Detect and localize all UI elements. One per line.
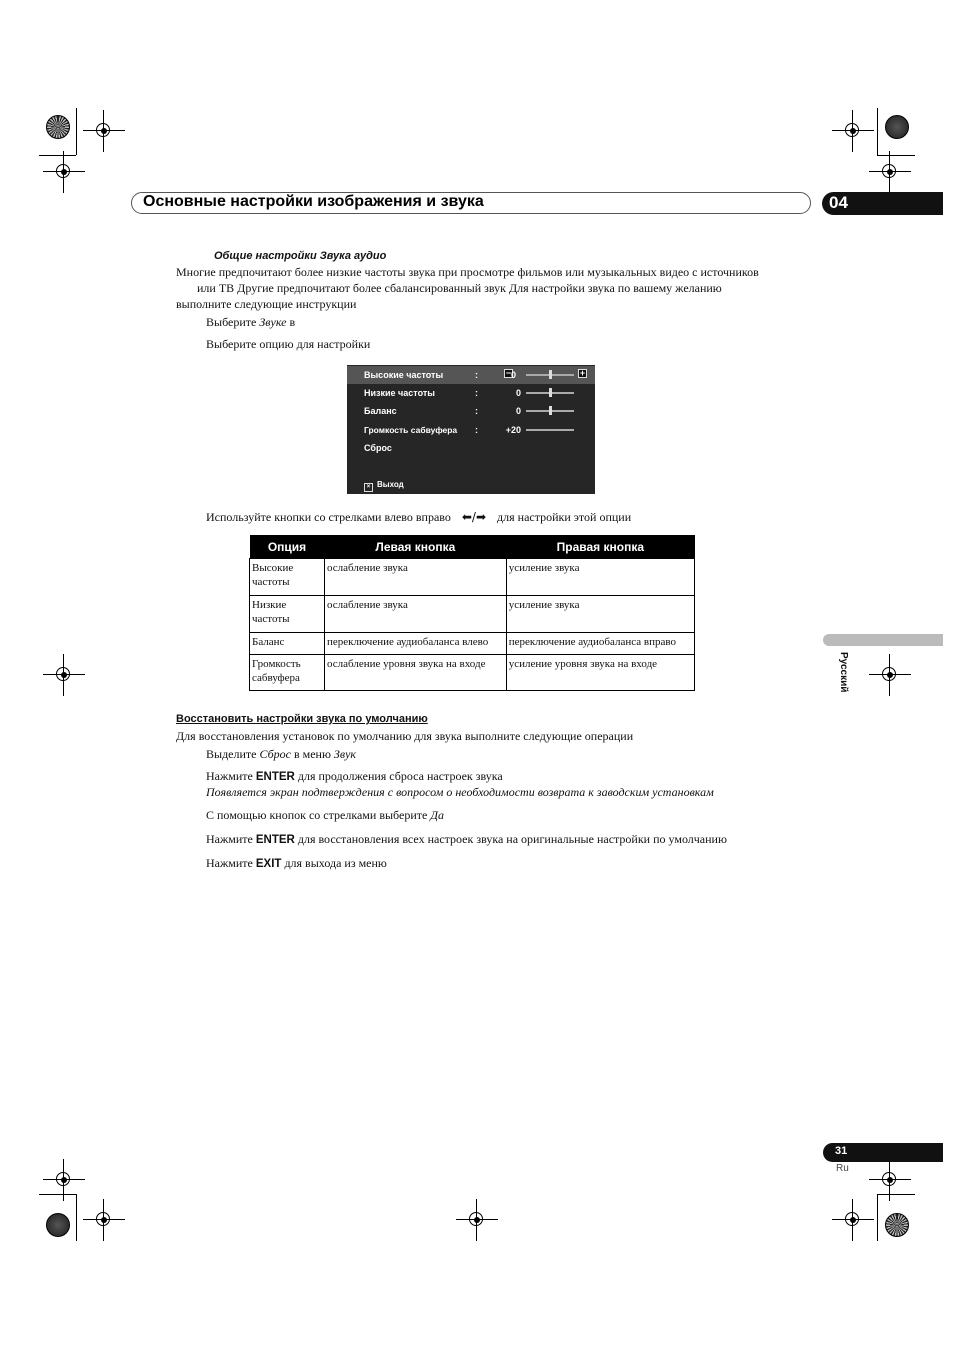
column-header: Правая кнопка [506,535,694,559]
table-header-row [250,535,695,559]
table-row [250,655,695,691]
reset-step-5: Нажмите EXIT для выхода из меню [206,856,387,870]
section-heading-reset: Восстановить настройки звука по умолчанию [176,713,428,725]
table-cell: Громкость сабвуфера [250,655,325,691]
exit-icon: × [364,483,373,492]
page-language: Ru [836,1163,849,1174]
osd-row-reset[interactable]: Сброс [364,443,392,453]
reset-step-2: Нажмите ENTER для продолжения сброса настроек звука [206,769,503,783]
osd-exit[interactable]: × Выход [364,480,404,492]
exit-key-label: EXIT [255,858,282,870]
left-right-arrow-icon: ⬅/➡ [461,510,487,524]
table-cell: ослабление звука [325,559,507,596]
plus-icon[interactable]: + [579,368,586,378]
color-target-icon [46,115,70,139]
color-target-icon [46,1213,70,1237]
step-select-option: Выберите опцию для настройки [206,337,371,351]
osd-slider[interactable] [526,374,574,376]
reset-step-2-note: Появляется экран подтверждения с вопросом о необходимости возврата к заводским установкам [206,785,714,799]
crosshair-icon [51,159,77,185]
reset-step-1: Выделите Сброс в меню Звук [206,747,357,761]
crosshair-icon [464,1207,490,1233]
intro-line-2: или ТВ Другие предпочитают более сбалансированный звук Для настройки звука по вашему желанию [197,281,722,295]
minus-icon[interactable]: − [505,368,512,378]
osd-slider[interactable] [526,429,574,431]
osd-slider[interactable] [526,410,574,412]
table-cell: Баланс [250,633,325,655]
column-header: Опция [250,535,325,559]
column-header: Левая кнопка [325,535,507,559]
page-number: 31 [835,1145,848,1157]
crosshair-icon [840,1207,866,1233]
osd-row-subwoofer[interactable]: Громкость сабвуфера : +20 [347,421,595,439]
crosshair-icon [840,118,866,144]
osd-row-bass[interactable]: Низкие частоты : 0 [347,384,595,402]
step-select-sound: Выберите Звуке в [206,315,296,329]
table-cell: переключение аудиобаланса вправо [506,633,694,655]
enter-key-label: ENTER [255,771,295,783]
table-cell: усиление звука [506,596,694,633]
reset-intro: Для восстановления установок по умолчанию для звука выполните следующие операции [176,729,634,743]
sound-osd-menu [347,365,595,494]
reset-step-4: Нажмите ENTER для восстановления всех настроек звука на оригинальные настройки по умолчанию [206,832,727,846]
color-target-icon [885,1213,909,1237]
step-use-arrows: Используйте кнопки со стрелками влево вправо ⬅/➡ для настройки этой опции [206,510,632,524]
table-cell: Высокие частоты [250,559,325,596]
table-row [250,596,695,633]
language-label: Русский [838,652,849,693]
crosshair-icon [51,662,77,688]
intro-line-1: Многие предпочитают более низкие частоты звука при просмотре фильмов или музыкальных видео с источников [176,265,759,279]
table-row [250,559,695,596]
table-cell: переключение аудиобаланса влево [325,633,507,655]
crosshair-icon [877,1167,903,1193]
crosshair-icon [91,1207,117,1233]
osd-row-balance[interactable]: Баланс : 0 [347,402,595,420]
crosshair-icon [877,662,903,688]
language-tab [823,634,943,646]
table-cell: ослабление звука [325,596,507,633]
osd-row-treble[interactable]: Высокие частоты : − 0 + [347,366,595,384]
section-heading: Общие настройки Звука аудио [214,250,387,262]
crosshair-icon [51,1167,77,1193]
crosshair-icon [877,159,903,185]
crosshair-icon [91,118,117,144]
table-cell: усиление уровня звука на входе [506,655,694,691]
osd-slider[interactable] [526,392,574,394]
page-title: Основные настройки изображения и звука [143,193,484,210]
enter-key-label: ENTER [255,834,295,846]
table-cell: ослабление уровня звука на входе [325,655,507,691]
color-target-icon [885,115,909,139]
table-cell: усиление звука [506,559,694,596]
table-row [250,633,695,655]
intro-line-3: выполните следующие инструкции [176,297,357,311]
table-cell: Низкие частоты [250,596,325,633]
chapter-number: 04 [829,193,848,212]
reset-step-3: С помощью кнопок со стрелками выберите Да [206,808,444,822]
options-table [249,535,695,691]
